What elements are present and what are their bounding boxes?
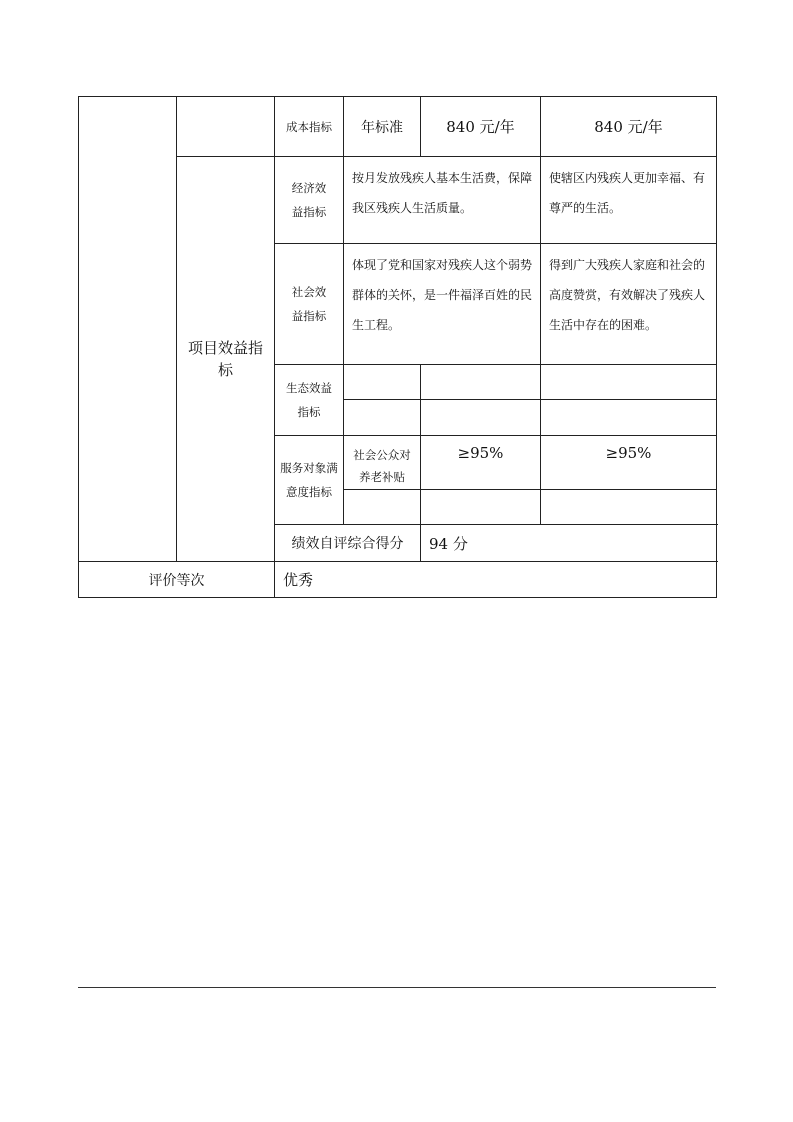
economic-actual-text: 使辖区内残疾人更加幸福、有尊严的生活。 <box>541 157 717 244</box>
grade-value: 优秀 <box>275 562 717 598</box>
table-row <box>79 562 717 598</box>
footer-divider <box>78 987 716 988</box>
satisfaction-indicator-text: 服务对象满意度指标 <box>280 461 338 499</box>
social-indicator-label <box>275 244 344 365</box>
ecological-target-cell-2 <box>421 400 541 436</box>
satisfaction-sub-text: 社会公众对养老补贴 <box>353 448 411 484</box>
social-target-text: 体现了党和国家对残疾人这个弱势群体的关怀，是一件福泽百姓的民生工程。 <box>344 244 541 365</box>
economic-target-text: 按月发放残疾人基本生活费，保障我区残疾人生活质量。 <box>344 157 541 244</box>
satisfaction-target-value: ≥95% <box>421 436 541 490</box>
ecological-actual-cell-2 <box>541 400 717 436</box>
performance-table <box>78 96 717 598</box>
benefit-category-text: 项目效益指标 <box>187 339 263 379</box>
ecological-sub-cell-2 <box>344 400 421 436</box>
satisfaction-indicator-label <box>275 436 344 525</box>
economic-indicator-label <box>275 157 344 244</box>
cost-sub-indicator: 年标准 <box>344 97 421 157</box>
social-actual-text: 得到广大残疾人家庭和社会的高度赞赏，有效解决了残疾人生活中存在的困难。 <box>541 244 717 365</box>
satisfaction-target-cell-2 <box>421 490 541 525</box>
ecological-indicator-text: 生态效益指标 <box>286 381 332 419</box>
cost-indicator-label: 成本指标 <box>275 97 344 157</box>
blank-outer-cell <box>79 97 177 562</box>
table-row <box>79 97 717 157</box>
benefit-category-label <box>177 157 275 562</box>
economic-indicator-text: 经济效益指标 <box>291 181 327 219</box>
social-indicator-text: 社会效益指标 <box>291 285 327 323</box>
satisfaction-sub-cell-2 <box>344 490 421 525</box>
blank-category-cell <box>177 97 275 157</box>
grade-label: 评价等次 <box>79 562 275 598</box>
ecological-target-cell-1 <box>421 365 541 400</box>
cost-actual-value: 840 元/年 <box>541 97 717 157</box>
ecological-sub-cell-1 <box>344 365 421 400</box>
score-label: 绩效自评综合得分 <box>275 525 421 562</box>
satisfaction-actual-cell-2 <box>541 490 717 525</box>
satisfaction-actual-value: ≥95% <box>541 436 717 490</box>
satisfaction-sub-indicator <box>344 436 421 490</box>
ecological-actual-cell-1 <box>541 365 717 400</box>
cost-target-value: 840 元/年 <box>421 97 541 157</box>
ecological-indicator-label <box>275 365 344 436</box>
score-value: 94 分 <box>421 525 717 562</box>
